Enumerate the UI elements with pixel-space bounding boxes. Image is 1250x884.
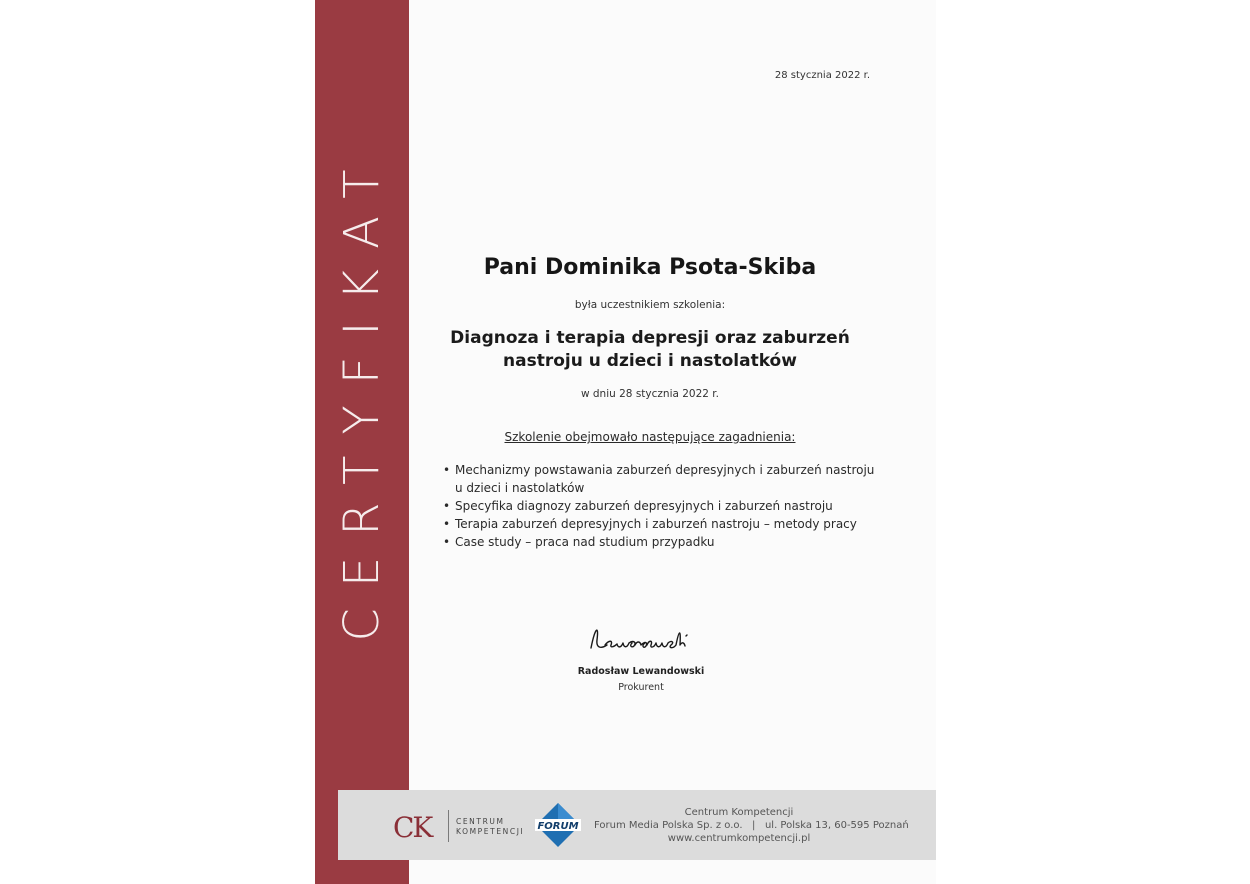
forum-logo-text: FORUM	[537, 821, 579, 832]
topic-item: • Case study – praca nad studium przypadku	[443, 533, 883, 551]
company-name: Centrum Kompetencji	[684, 807, 794, 818]
ck-logo-text	[456, 817, 524, 837]
ck-logo	[393, 808, 441, 844]
course-title	[430, 327, 870, 373]
topics-header: Szkolenie obejmowało następujące zagadnienia:	[504, 430, 796, 444]
company-address: Forum Media Polska Sp. z o.o. | ul. Polska 13, 60-595 Poznań	[594, 820, 909, 831]
topic-item: • Terapia zaburzeń depresyjnych i zaburzeń nastroju – metody pracy	[443, 515, 883, 533]
logo-divider	[448, 810, 449, 842]
course-date: w dniu 28 stycznia 2022 r.	[580, 388, 720, 400]
forum-logo	[534, 801, 582, 849]
ck-logo-line-1: CENTRUM	[456, 817, 505, 826]
topic-item: • Mechanizmy powstawania zaburzeń depresyjnych i zaburzeń nastroju u dzieci i nastolatków	[443, 461, 883, 497]
issue-date: 28 stycznia 2022 r.	[774, 70, 870, 81]
signer-name: Radosław Lewandowski	[577, 666, 705, 677]
course-title-line-2: nastroju u dzieci i nastolatków	[503, 351, 797, 371]
ck-logo-letters: CK	[393, 811, 432, 844]
signer-role: Prokurent	[618, 682, 664, 693]
company-website: www.centrumkompetencji.pl	[667, 833, 811, 844]
topics-list	[443, 461, 883, 551]
handwritten-signature	[585, 618, 705, 658]
course-title-line-1: Diagnoza i terapia depresji oraz zaburzeń	[450, 328, 850, 348]
participant-text: była uczestnikiem szkolenia:	[574, 299, 726, 311]
recipient-name: Pani Dominika Psota-Skiba	[483, 255, 817, 280]
ck-logo-line-2: KOMPETENCJI	[456, 827, 525, 836]
certificate-side-title: CERTYFIKAT	[334, 148, 390, 642]
topic-item: • Specyfika diagnozy zaburzeń depresyjnych i zaburzeń nastroju	[443, 497, 883, 515]
company-info	[594, 806, 909, 845]
